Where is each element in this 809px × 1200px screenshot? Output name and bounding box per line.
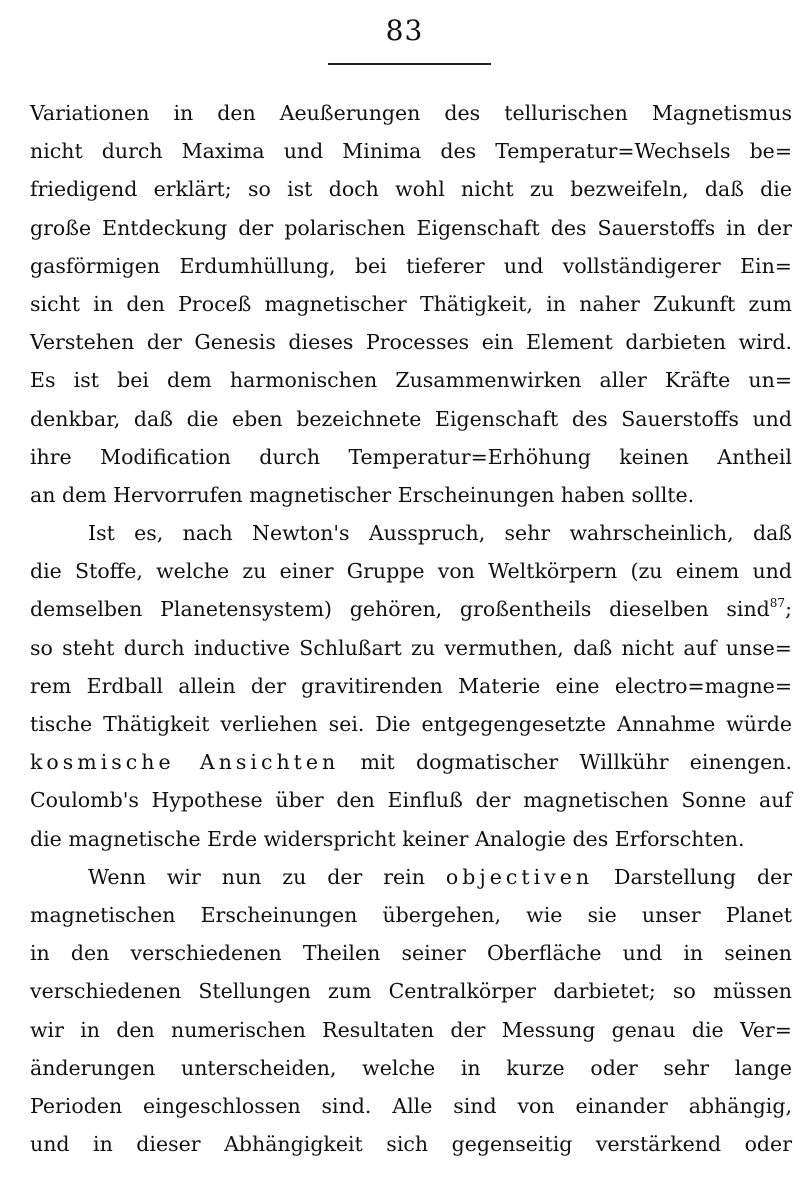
paragraph-start-line: Ist es, nach Newton's Ausspruch, sehr wahrscheinlich, daß [88,521,792,546]
text-line: rem Erdball allein der gravitirenden Materie eine electro=magne= [30,673,792,698]
text-line: in den verschiedenen Theilen seiner Oberfläche und in seinen [30,941,792,966]
text-line [30,590,792,628]
text-segment: Darstellung der [593,864,793,889]
emphasized-text: objectiven [445,864,594,889]
text-line: Es ist bei dem harmonischen Zusammenwirken aller Kräfte un= [30,368,792,393]
text-segment: demselben Planetensystem) gehören, großentheils dieselben sind [30,597,770,622]
text-line: sicht in den Proceß magnetischer Thätigkeit, in naher Zukunft zum [30,291,792,316]
text-line: gasförmigen Erdumhüllung, bei tieferer und vollständigerer Ein= [30,253,792,278]
text-line: so steht durch inductive Schlußart zu vermuthen, daß nicht auf unse= [30,635,792,660]
text-line: große Entdeckung der polarischen Eigenschaft des Sauerstoffs in der [30,215,792,240]
text-line: tische Thätigkeit verliehen sei. Die entgegengesetzte Annahme würde [30,712,792,736]
text-segment: Wenn wir nun zu der rein [88,864,446,889]
text-line: Variationen in den Aeußerungen des tellurischen Magnetismus [30,101,792,125]
text-segment: mit dogmatischer Willkühr einengen. [339,750,792,775]
text-line: änderungen unterscheiden, welche in kurze oder sehr lange [30,1055,792,1080]
text-line: nicht durch Maxima und Minima des Temperatur=Wechsels be= [30,139,792,164]
body-text [30,94,792,1163]
paragraph-start-line [30,858,792,896]
text-line: verschiedenen Stellungen zum Centralkörper darbietet; so müssen [30,979,792,1004]
footnote-marker: 87 [769,596,786,611]
text-line: friedigend erklärt; so ist doch wohl nicht zu bezweifeln, daß die [30,177,792,202]
paragraph-end-line: an dem Hervorrufen magnetischer Erscheinungen haben sollte. [30,482,695,507]
emphasized-text: kosmische Ansichten [30,750,340,775]
text-line: wir in den numerischen Resultaten der Messung genau die Ver= [30,1017,792,1042]
text-line: Coulomb's Hypothese über den Einfluß der magnetischen Sonne auf [30,788,792,813]
text-line: magnetischen Erscheinungen übergehen, wie sie unser Planet [30,902,792,927]
text-segment: ; [785,597,792,622]
text-line: ihre Modification durch Temperatur=Erhöhung keinen Antheil [30,444,792,469]
text-line: die Stoffe, welche zu einer Gruppe von Weltkörpern (zu einem und [30,559,792,584]
text-line: Perioden eingeschlossen sind. Alle sind von einander abhängig, [30,1093,792,1118]
header-rule [328,63,491,65]
text-line [30,743,792,781]
text-line: und in dieser Abhängigkeit sich gegenseitig verstärkend oder [30,1132,792,1157]
text-line: Verstehen der Genesis dieses Processes ein Element darbieten wird. [30,330,792,355]
text-line: denkbar, daß die eben bezeichnete Eigenschaft des Sauerstoffs und [30,406,792,431]
paragraph-end-line: die magnetische Erde widerspricht keiner Analogie des Erforschten. [30,826,745,851]
page-number: 83 [385,14,424,47]
